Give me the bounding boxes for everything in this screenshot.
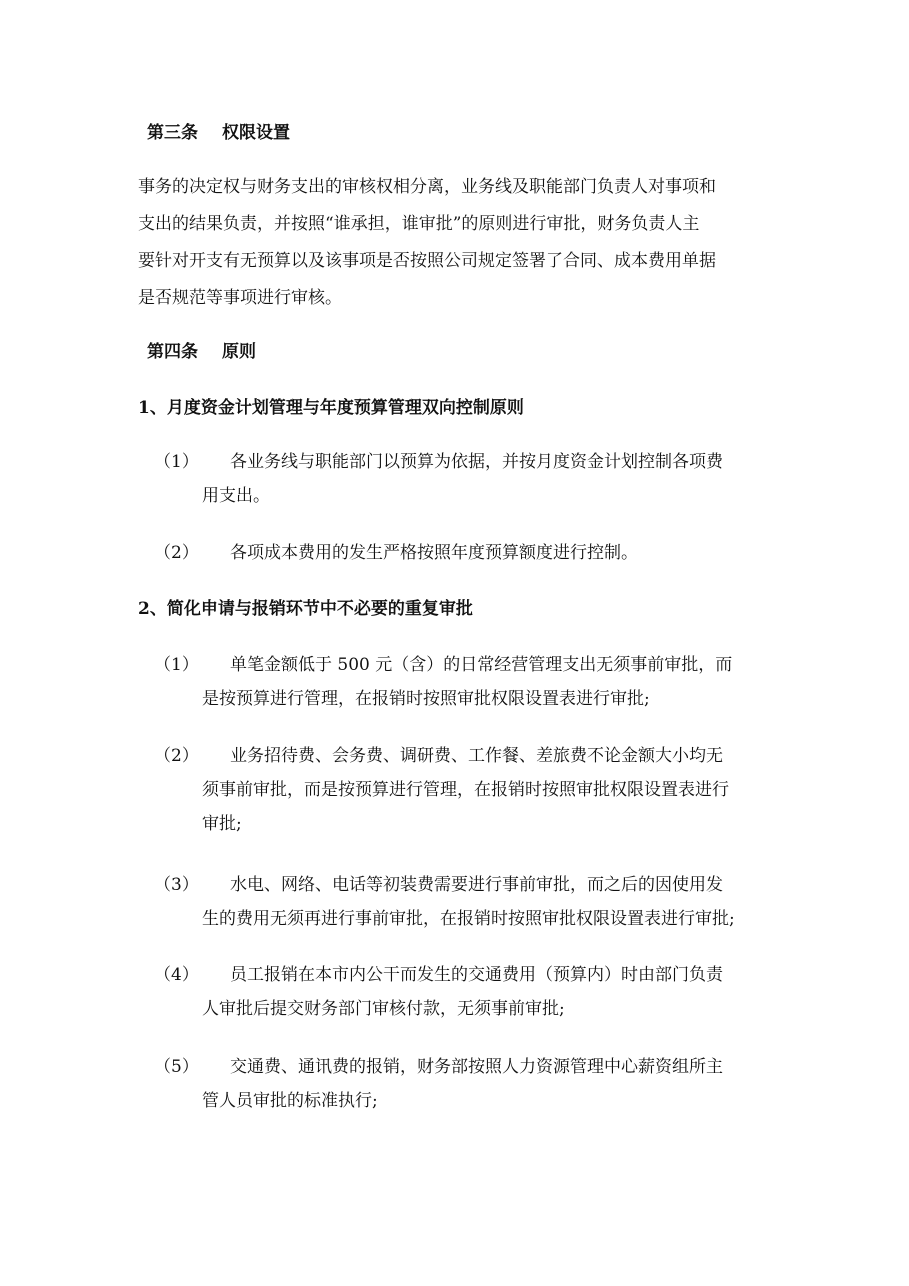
article-3-number: 第三条: [147, 123, 198, 143]
item-number: （1）: [154, 452, 199, 472]
item-number: （1）: [154, 655, 199, 675]
section-1-title: 1、月度资金计划管理与年度预算管理双向控制原则: [138, 398, 524, 418]
item-text: 交通费、通讯费的报销，财务部按照人力资源管理中心薪资组所主 管人员审批的标准执行;: [202, 1057, 723, 1111]
article-4-title: 原则: [222, 342, 256, 362]
item-text: 业务招待费、会务费、调研费、工作餐、差旅费不论金额大小均无 须事前审批，而是按预算进行管理，在报销时按照审批权限设置表进行 审批;: [202, 746, 729, 834]
item-number: （2）: [154, 746, 199, 766]
item-number: （4）: [154, 965, 199, 985]
item-number: （3）: [154, 875, 199, 895]
item-number: （5）: [154, 1057, 199, 1077]
article-3-heading: [147, 122, 290, 144]
item-number: （2）: [154, 543, 199, 563]
item-text: 水电、网络、电话等初装费需要进行事前审批，而之后的因使用发 生的费用无须再进行事前审批，在报销时按照审批权限设置表进行审批;: [202, 875, 735, 929]
item-text: 各项成本费用的发生严格按照年度预算额度进行控制。: [230, 543, 638, 563]
article-4-heading: [147, 341, 256, 363]
article-4-number: 第四条: [147, 342, 198, 362]
section-2-title: 2、简化申请与报销环节中不必要的重复审批: [138, 599, 473, 619]
item-text: 员工报销在本市内公干而发生的交通费用（预算内）时由部门负责 人审批后提交财务部门审核付款，无须事前审批;: [202, 965, 723, 1019]
item-text: 各业务线与职能部门以预算为依据，并按月度资金计划控制各项费 用支出。: [202, 452, 723, 506]
article-3-title: 权限设置: [222, 123, 290, 143]
item-text: 单笔金额低于 500 元（含）的日常经营管理支出无须事前审批，而 是按预算进行管理，在报销时按照审批权限设置表进行审批;: [202, 655, 733, 709]
article-3-body: 事务的决定权与财务支出的审核权相分离，业务线及职能部门负责人对事项和 支出的结果负责，并按照“谁承担，谁审批”的原则进行审批，财务负责人主 要针对开支有无预算以及该事项是否按照公司规定签署了合同、成本费用单据 是否规范等事项进行审核。: [138, 177, 716, 308]
